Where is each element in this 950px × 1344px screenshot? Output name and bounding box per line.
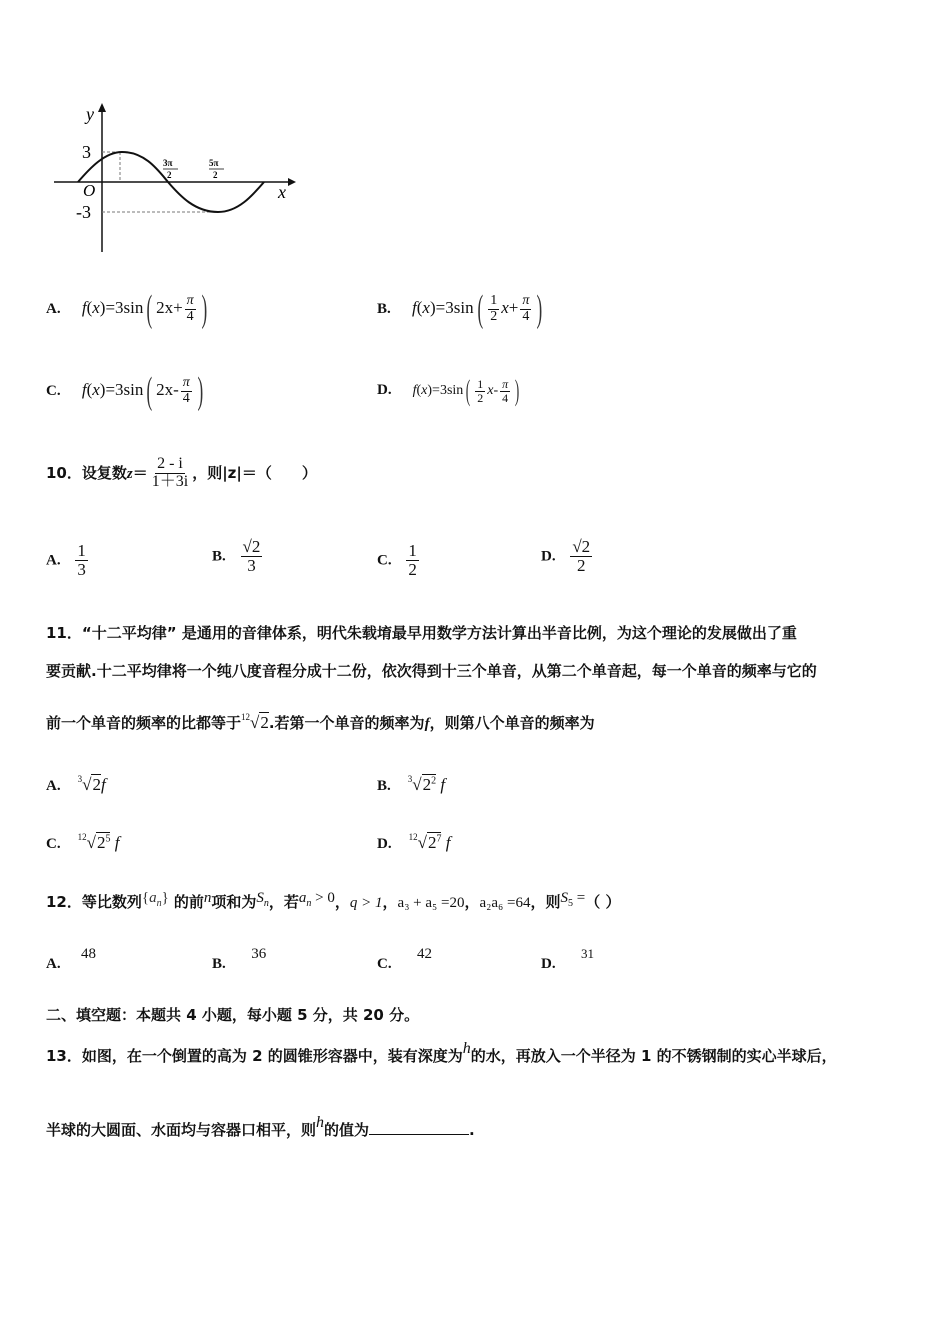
q12-t3: ，若 — [268, 893, 299, 911]
op: + — [508, 297, 519, 317]
q12-S: S — [256, 890, 264, 906]
q12-option-c[interactable] — [377, 946, 432, 973]
q13-line1-pre: 13．如图，在一个倒置的高为 2 的圆锥形容器中，装有深度为 — [46, 1047, 463, 1065]
q12-t6: ， — [464, 893, 480, 911]
option-f: f — [440, 775, 446, 794]
option-f: f — [114, 833, 120, 852]
q11-line3-pre: 前一个单音的频率的比都等于 — [46, 714, 242, 732]
func-name: f — [81, 297, 87, 317]
op: + — [173, 297, 183, 317]
root-exp: 5 — [105, 833, 111, 845]
option-value: 36 — [251, 946, 267, 962]
q13-line2 — [46, 1114, 475, 1140]
q13-line2-pre: 半球的大圆面、水面均与容器口相平，则 — [46, 1121, 317, 1139]
q10-z: z — [126, 465, 133, 482]
frac-num: π — [182, 374, 190, 390]
q12-cond4: a₂a₆ =64 — [479, 895, 531, 911]
root-index: 12 — [241, 712, 251, 722]
q10-den: 1＋3i — [151, 472, 189, 490]
y-min-label: -3 — [76, 202, 91, 222]
option-letter: B. — [377, 778, 391, 794]
q13-end: . — [469, 1121, 475, 1139]
option-letter: A. — [46, 778, 61, 794]
q12-ask: S — [560, 890, 569, 906]
y-axis-label: y — [86, 104, 94, 124]
q10-option-c[interactable] — [377, 542, 421, 579]
frac-num: π — [186, 292, 194, 308]
coef-den: 2 — [490, 308, 498, 324]
x-tick-5pi-2: 5π — [209, 158, 219, 168]
coef-var: x — [501, 297, 509, 317]
q12-cond3: a₃ + a₅ =20 — [397, 895, 465, 911]
root-radicand: 2 — [92, 775, 101, 794]
func-name: f — [81, 379, 87, 399]
q12-t1: 的前 — [173, 893, 204, 911]
q12-S-sub: n — [263, 898, 269, 909]
root-radicand: 2 — [96, 833, 106, 852]
q10-option-a[interactable] — [46, 542, 90, 579]
q12-ask-eq: = — [573, 890, 586, 906]
option-letter: C. — [377, 552, 392, 569]
y-max-label: 3 — [82, 142, 91, 162]
frac-den: 3 — [247, 555, 256, 575]
op: - — [493, 383, 499, 399]
q12-cond1-rel: > 0 — [311, 890, 335, 906]
func-eq: =3sin — [432, 383, 464, 399]
q11-option-b[interactable]: B. $^3√2^2$ f — [377, 774, 446, 794]
func-eq: =3sin — [435, 297, 474, 317]
option-value: 31 — [581, 946, 595, 961]
q11-f: f — [424, 716, 430, 732]
q11-line2: 要贡献.十二平均律将一个纯八度音程分成十二份，依次得到十三个单音，从第二个单音起，每一个单音的频率与它的 — [46, 662, 817, 680]
option-letter: C. — [377, 956, 392, 972]
y-axis-arrow — [98, 103, 106, 112]
coef-den: 2 — [477, 390, 484, 405]
q12-t7: ，则 — [530, 893, 561, 911]
func-var: x — [421, 383, 428, 399]
option-letter: D. — [377, 836, 392, 852]
option-letter: B. — [377, 300, 391, 317]
q11-line3-post: .若第一个单音的频率为 — [268, 714, 425, 732]
q12-option-d[interactable] — [541, 946, 594, 973]
frac-den: 4 — [502, 390, 509, 405]
q9-option-b[interactable]: B. f(x)=3sin( $\frac{1}{2}$ x+ $\frac{\pi}{4}$ ) — [377, 288, 543, 330]
q10-num: 2 - i — [157, 455, 183, 472]
func-name: f — [412, 383, 417, 399]
option-value: 42 — [417, 946, 433, 962]
coef-var: x — [487, 383, 494, 399]
func-var: x — [92, 297, 100, 317]
root-radicand: 2 — [427, 833, 437, 852]
q12-cond2: q > 1 — [349, 895, 383, 911]
func-name: f — [412, 297, 417, 317]
q12-n: n — [203, 890, 212, 906]
func-var: x — [92, 379, 100, 399]
frac-den: 4 — [182, 390, 190, 406]
frac-num: √2 — [572, 537, 591, 556]
frac-den: 3 — [77, 559, 86, 579]
q9-option-a[interactable]: A. f(x)=3sin( 2x+ $\frac{\pi}{4}$ ) — [46, 288, 207, 330]
q13-h: h — [462, 1040, 471, 1057]
coef: 2x — [156, 379, 174, 399]
q12-prefix: 12．等比数列 — [46, 893, 142, 911]
frac-den: 4 — [186, 308, 194, 324]
coef-num: 1 — [490, 292, 498, 308]
q11-line1: 11．“十二平均律” 是通用的音律体系，明代朱载堉最早用数学方法计算出半音比例，为这个理论的发展做出了重 — [46, 624, 797, 642]
option-letter: A. — [46, 300, 61, 317]
frac-den: 2 — [408, 559, 417, 579]
q12-ask-sub: 5 — [568, 898, 574, 909]
option-letter: A. — [46, 552, 61, 569]
frac-num: π — [502, 376, 509, 391]
root-radicand: 2 — [422, 775, 432, 794]
root-index: 12 — [77, 832, 87, 842]
q12-seq: a — [149, 890, 157, 906]
op: - — [173, 379, 179, 399]
option-letter: D. — [541, 956, 556, 972]
x-tick-5pi-2-den: 2 — [213, 170, 218, 180]
option-letter: C. — [46, 836, 61, 852]
q10-suffix: ，则|z|＝（ ） — [192, 463, 317, 482]
frac-num: 1 — [408, 541, 417, 560]
option-letter: B. — [212, 548, 226, 565]
sine-graph — [50, 100, 300, 260]
q13-line1 — [46, 1040, 837, 1066]
root-exp: 2 — [431, 775, 437, 787]
option-letter: A. — [46, 956, 61, 972]
q12-t8: （ ） — [585, 893, 621, 911]
q11-line3-end: ，则第八个单音的频率为 — [429, 714, 595, 732]
answer-blank[interactable] — [369, 1120, 469, 1135]
origin-label: O — [83, 181, 96, 200]
frac-num: √2 — [242, 537, 261, 556]
q10-prefix: 10．设复数 — [46, 463, 127, 482]
func-eq: =3sin — [105, 297, 144, 317]
q9-option-c[interactable]: C. f(x)=3sin( 2x- $\frac{\pi}{4}$ ) — [46, 370, 203, 412]
q10-option-b[interactable] — [212, 538, 264, 575]
q12-seq-sub: n — [156, 898, 162, 909]
frac-den: 2 — [577, 555, 586, 575]
option-value: 48 — [80, 946, 96, 962]
option-letter: B. — [212, 956, 226, 972]
root-index: 3 — [407, 774, 413, 784]
q10-stem — [46, 456, 317, 491]
option-letter: C. — [46, 382, 61, 399]
q12-option-b[interactable] — [212, 946, 266, 973]
frac-num: 1 — [77, 541, 86, 560]
option-f: f — [100, 775, 106, 794]
root-radicand: 2 — [260, 713, 269, 732]
q10-eq: ＝ — [132, 463, 148, 482]
option-letter: D. — [541, 548, 556, 565]
q11-option-c[interactable]: C. $^{12}√2^5$ f — [46, 832, 120, 852]
q13-line1-post: 的水，再放入一个半径为 1 的不锈钢制的实心半球后， — [470, 1047, 837, 1065]
x-axis-label: x — [278, 182, 286, 202]
root-index: 3 — [77, 774, 83, 784]
frac-num: π — [522, 292, 530, 308]
x-tick-3pi-2: 3π — [163, 158, 173, 168]
q12-cond1: a — [298, 890, 307, 906]
root-exp: 7 — [436, 833, 442, 845]
q12-cond1-sub: n — [306, 898, 312, 909]
q12-option-a[interactable] — [46, 946, 96, 973]
coef: 2x — [156, 297, 174, 317]
func-var: x — [422, 297, 430, 317]
q12-t2: 项和为 — [211, 893, 257, 911]
root-index: 12 — [408, 832, 418, 842]
option-f: f — [445, 833, 451, 852]
option-letter: D. — [377, 382, 392, 399]
x-tick-3pi-2-den: 2 — [167, 170, 172, 180]
q12-t5: ， — [382, 893, 398, 911]
func-eq: =3sin — [105, 379, 144, 399]
coef-num: 1 — [477, 376, 484, 391]
q11-option-d[interactable]: D. $^{12}√2^7$ f — [377, 832, 451, 852]
q11-option-a[interactable]: A. $^3$√2f — [46, 774, 106, 794]
q9-option-d[interactable]: D. f(x)=3sin( $\frac{1}{2}$ x- $\frac{\pi}{4}$ ) — [377, 374, 520, 407]
q12-t4: ， — [334, 893, 350, 911]
q13-line2-post: 的值为 — [324, 1121, 370, 1139]
section-title: 二、填空题：本题共 4 小题，每小题 5 分，共 20 分。 — [46, 1006, 420, 1024]
x-axis-arrow — [288, 178, 296, 186]
frac-den: 4 — [522, 308, 530, 324]
q11-line3: 前一个单音的频率的比都等于$^{12}$√2.若第一个单音的频率为f，则第八个单音的频率为 — [46, 712, 595, 732]
q12-stem: 12．等比数列$\{a_n\}$ 的前n项和为$S_n$，若$a_n > 0$，q > 1，a₃ + a₅ =20，a₂a₆ =64，则$S_5$ =（ ） — [46, 890, 621, 911]
q10-option-d[interactable] — [541, 538, 594, 575]
q13-h2: h — [316, 1114, 325, 1131]
